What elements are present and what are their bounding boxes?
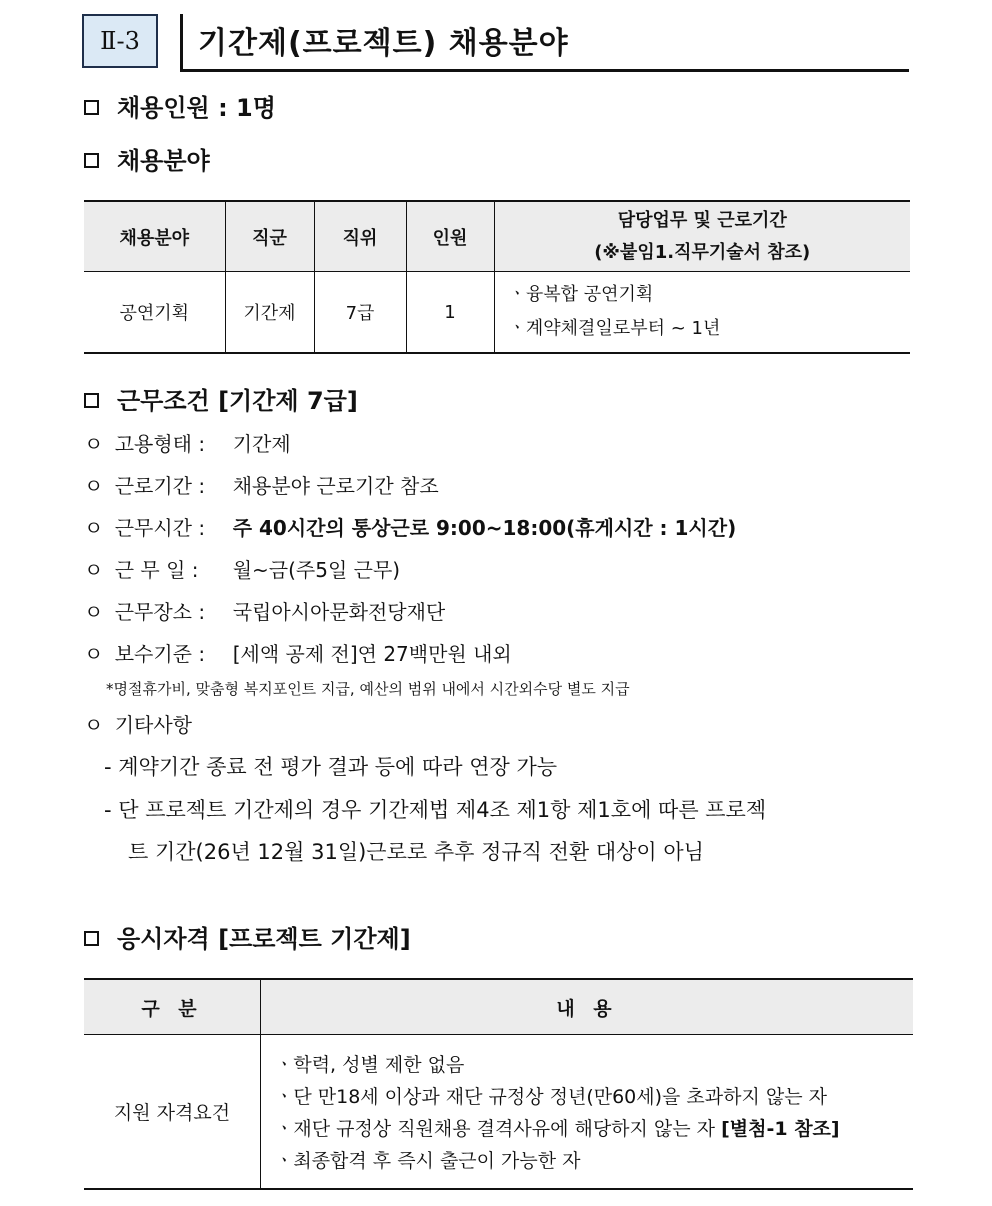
condition-period [84, 470, 439, 499]
condition-label: 근로기간 : [114, 474, 206, 498]
cell-field: 공연기획 [119, 303, 190, 324]
qualification-item: ㆍ단 만18세 이상과 재단 규정상 정년(만60세)을 초과하지 않는 자 [275, 1085, 827, 1108]
table-header-row [84, 979, 913, 1035]
condition-etc [84, 709, 192, 738]
th-count: 인원 [406, 201, 494, 272]
th-group: 직군 [225, 201, 314, 272]
circle-bullet: ㅇ [84, 600, 104, 624]
header-divider [180, 14, 183, 72]
table-row [84, 1035, 913, 1190]
etc-item: - 단 프로젝트 기간제의 경우 기간제법 제4조 제1항 제1호에 따른 프로젝 [104, 798, 767, 822]
qualification-table [84, 978, 913, 1190]
pay-note: *명절휴가비, 맞춤형 복지포인트 지급, 예산의 범위 내에서 시간외수당 별도 지급 [106, 680, 630, 698]
table-header-row [84, 201, 910, 272]
condition-days [84, 554, 400, 583]
th-duty-line2: (※붙임1.직무기술서 참조) [594, 241, 811, 263]
qualification-item: ㆍ최종합격 후 즉시 출근이 가능한 자 [275, 1149, 581, 1172]
condition-label: 고용형태 : [114, 432, 206, 456]
condition-pay [84, 638, 512, 667]
circle-bullet: ㅇ [84, 474, 104, 498]
condition-label: 근무장소 : [114, 600, 206, 624]
conditions-heading-text: 근무조건 [기간제 7급] [117, 387, 358, 415]
th-content: 내 용 [261, 979, 914, 1035]
table-row [84, 272, 910, 354]
cell-qualification-content [261, 1035, 914, 1190]
page-title: 기간제(프로젝트) 채용분야 [198, 26, 569, 61]
qualification-item [275, 1113, 913, 1145]
recruit-table [84, 200, 910, 354]
conditions-heading [84, 381, 358, 416]
cell-qualification-label: 지원 자격요건 [113, 1102, 231, 1124]
qualification-heading [84, 919, 411, 954]
qualification-heading-text: 응시자격 [프로젝트 기간제] [117, 925, 411, 953]
checkbox-icon [84, 393, 99, 408]
condition-value: 국립아시아문화전당재단 [232, 600, 446, 624]
circle-bullet: ㅇ [84, 558, 104, 582]
th-duty [494, 201, 910, 272]
headcount-text: 채용인원 : 1명 [117, 94, 276, 122]
condition-value: 채용분야 근로기간 참조 [232, 474, 439, 498]
qualification-item: ㆍ학력, 성별 제한 없음 [275, 1053, 465, 1076]
condition-label: 근 무 일 : [114, 558, 199, 582]
checkbox-icon [84, 100, 99, 115]
section-number-box [82, 14, 158, 68]
th-category: 구 분 [84, 979, 261, 1035]
headcount-heading [84, 88, 276, 123]
section-number: Ⅱ-3 [100, 27, 140, 55]
condition-value: [세액 공제 전]연 27백만원 내외 [232, 642, 512, 666]
condition-label: 근무시간 : [114, 516, 206, 540]
circle-bullet: ㅇ [84, 642, 104, 666]
circle-bullet: ㅇ [84, 516, 104, 540]
cell-group: 기간제 [225, 272, 314, 354]
etc-item: - 계약기간 종료 전 평가 결과 등에 따라 연장 가능 [104, 755, 558, 779]
qualification-item-ref: [별첨-1 참조] [721, 1117, 840, 1140]
field-heading-text: 채용분야 [117, 147, 210, 175]
duty-item: ㆍ융복합 공연기획 [508, 284, 654, 305]
condition-hours [84, 512, 736, 541]
qualification-item-text: ㆍ재단 규정상 직원채용 결격사유에 해당하지 않는 자 [275, 1117, 722, 1140]
checkbox-icon [84, 153, 99, 168]
th-position: 직위 [314, 201, 406, 272]
cell-count: 1 [406, 272, 494, 354]
cell-duty [494, 272, 910, 354]
th-duty-line1: 담당업무 및 근로기간 [617, 209, 787, 231]
condition-value: 기간제 [232, 432, 291, 456]
duty-item: ㆍ계약체결일로부터 ~ 1년 [508, 318, 721, 339]
condition-value: 월~금(주5일 근무) [232, 558, 401, 582]
th-field: 채용분야 [84, 201, 225, 272]
condition-label: 보수기준 : [114, 642, 206, 666]
etc-item-continued: 트 기간(26년 12월 31일)근로로 추후 정규직 전환 대상이 아님 [128, 840, 704, 864]
circle-bullet: ㅇ [84, 713, 104, 737]
circle-bullet: ㅇ [84, 432, 104, 456]
checkbox-icon [84, 931, 99, 946]
header-underline [180, 69, 909, 72]
condition-value: 주 40시간의 통상근로 9:00~18:00(휴게시간 : 1시간) [232, 516, 737, 540]
condition-employment [84, 428, 291, 457]
condition-label: 기타사항 [114, 713, 192, 737]
condition-place [84, 596, 445, 625]
field-heading [84, 141, 210, 176]
cell-position: 7급 [314, 272, 406, 354]
